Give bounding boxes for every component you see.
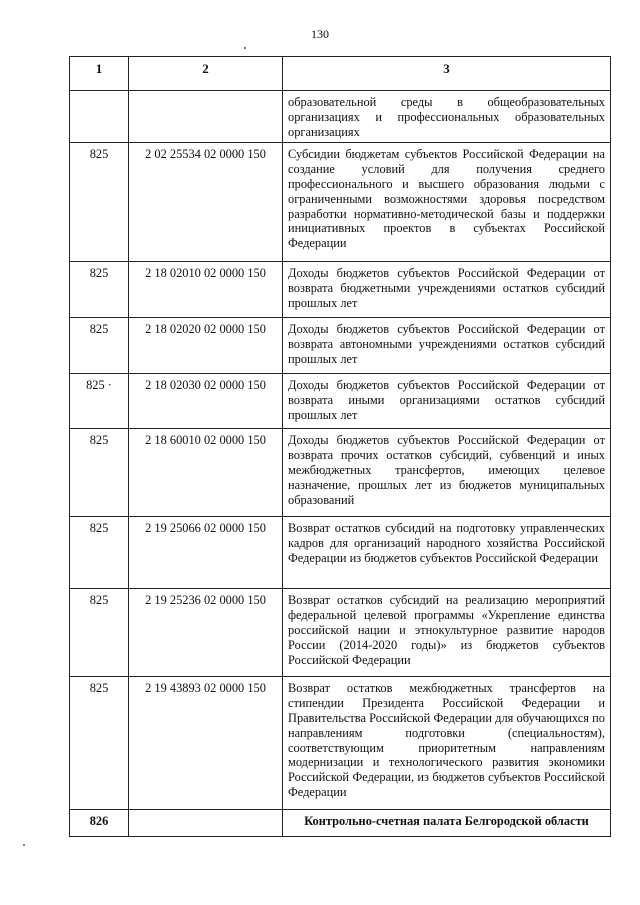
budget-code-cell: 2 18 02030 02 0000 150 [129, 374, 283, 429]
admin-code-cell: 825 [70, 517, 129, 589]
budget-code-cell: 2 18 02010 02 0000 150 [129, 262, 283, 318]
description-cell: Доходы бюджетов субъектов Российской Федерации от возврата прочих остатков субсидий, субвенций и иных межбюджетных трансфертов, имеющих целевое назначение, прошлых лет из бюджетов муниципальных образований [283, 429, 611, 517]
budget-code-cell: 2 18 02020 02 0000 150 [129, 318, 283, 374]
budget-code-cell: 2 19 43893 02 0000 150 [129, 677, 283, 810]
admin-code-cell: 825 [70, 429, 129, 517]
table-row [70, 429, 611, 517]
admin-code-cell: 825 [70, 677, 129, 810]
page-number: 130 [311, 27, 329, 41]
admin-code-cell: 825 [70, 318, 129, 374]
admin-code-cell: 825 · [70, 374, 129, 429]
table-row [70, 91, 611, 143]
description-cell: Контрольно-счетная палата Белгородской области [283, 810, 611, 837]
table-row [70, 318, 611, 374]
admin-code-cell: 826 [70, 810, 129, 837]
description-cell: Возврат остатков субсидий на подготовку управленческих кадров для организаций народного хозяйства Российской Федерации из бюджетов субъектов Российской Федерации [283, 517, 611, 589]
budget-code-cell: 2 02 25534 02 0000 150 [129, 143, 283, 262]
header-col-code: 2 [129, 57, 283, 91]
table-row [70, 374, 611, 429]
table-row [70, 589, 611, 677]
description-cell: Доходы бюджетов субъектов Российской Федерации от возврата автономными учреждениями остатков субсидий прошлых лет [283, 318, 611, 374]
description-cell: Субсидии бюджетам субъектов Российской Федерации на создание условий для получения среднего профессионального и высшего образования людьми с ограниченными возможностями здоровья посредством разработки нормативно-методической базы и поддержки инициативных проектов в субъектах Российской Федерации [283, 143, 611, 262]
table-row [70, 810, 611, 837]
table-row [70, 517, 611, 589]
income-codes-table [69, 56, 611, 837]
table-body [70, 91, 611, 837]
budget-code-cell [129, 810, 283, 837]
admin-code-cell: 825 [70, 262, 129, 318]
scan-speck [244, 47, 246, 49]
table-row [70, 262, 611, 318]
header-col-admin: 1 [70, 57, 129, 91]
table-header-row [70, 57, 611, 91]
description-cell: Доходы бюджетов субъектов Российской Федерации от возврата иными организациями остатков субсидий прошлых лет [283, 374, 611, 429]
description-cell: Доходы бюджетов субъектов Российской Федерации от возврата бюджетными учреждениями остатков субсидий прошлых лет [283, 262, 611, 318]
description-cell: образовательной среды в общеобразовательных организациях и профессиональных образовательных организациях [283, 91, 611, 143]
description-cell: Возврат остатков субсидий на реализацию мероприятий федеральной целевой программы «Укрепление единства российской нации и этнокультурное развитие народов России (2014-2020 годы)» из бюджетов субъектов Российской Федерации [283, 589, 611, 677]
budget-code-cell: 2 19 25236 02 0000 150 [129, 589, 283, 677]
header-col-description: 3 [283, 57, 611, 91]
table-row [70, 677, 611, 810]
description-cell: Возврат остатков межбюджетных трансфертов на стипендии Президента Российской Федерации и Правительства Российской Федерации для обучающихся по направлениям подготовки (специальностям), соответствующим приоритетным направлениям модернизации и технологического развития экономики Российской Федерации, из бюджетов субъектов Российской Федерации [283, 677, 611, 810]
budget-code-cell: 2 19 25066 02 0000 150 [129, 517, 283, 589]
budget-code-cell: 2 18 60010 02 0000 150 [129, 429, 283, 517]
admin-code-cell: 825 [70, 143, 129, 262]
admin-code-cell: 825 [70, 589, 129, 677]
budget-code-cell [129, 91, 283, 143]
table-row [70, 143, 611, 262]
admin-code-cell [70, 91, 129, 143]
scan-speck [23, 844, 25, 846]
